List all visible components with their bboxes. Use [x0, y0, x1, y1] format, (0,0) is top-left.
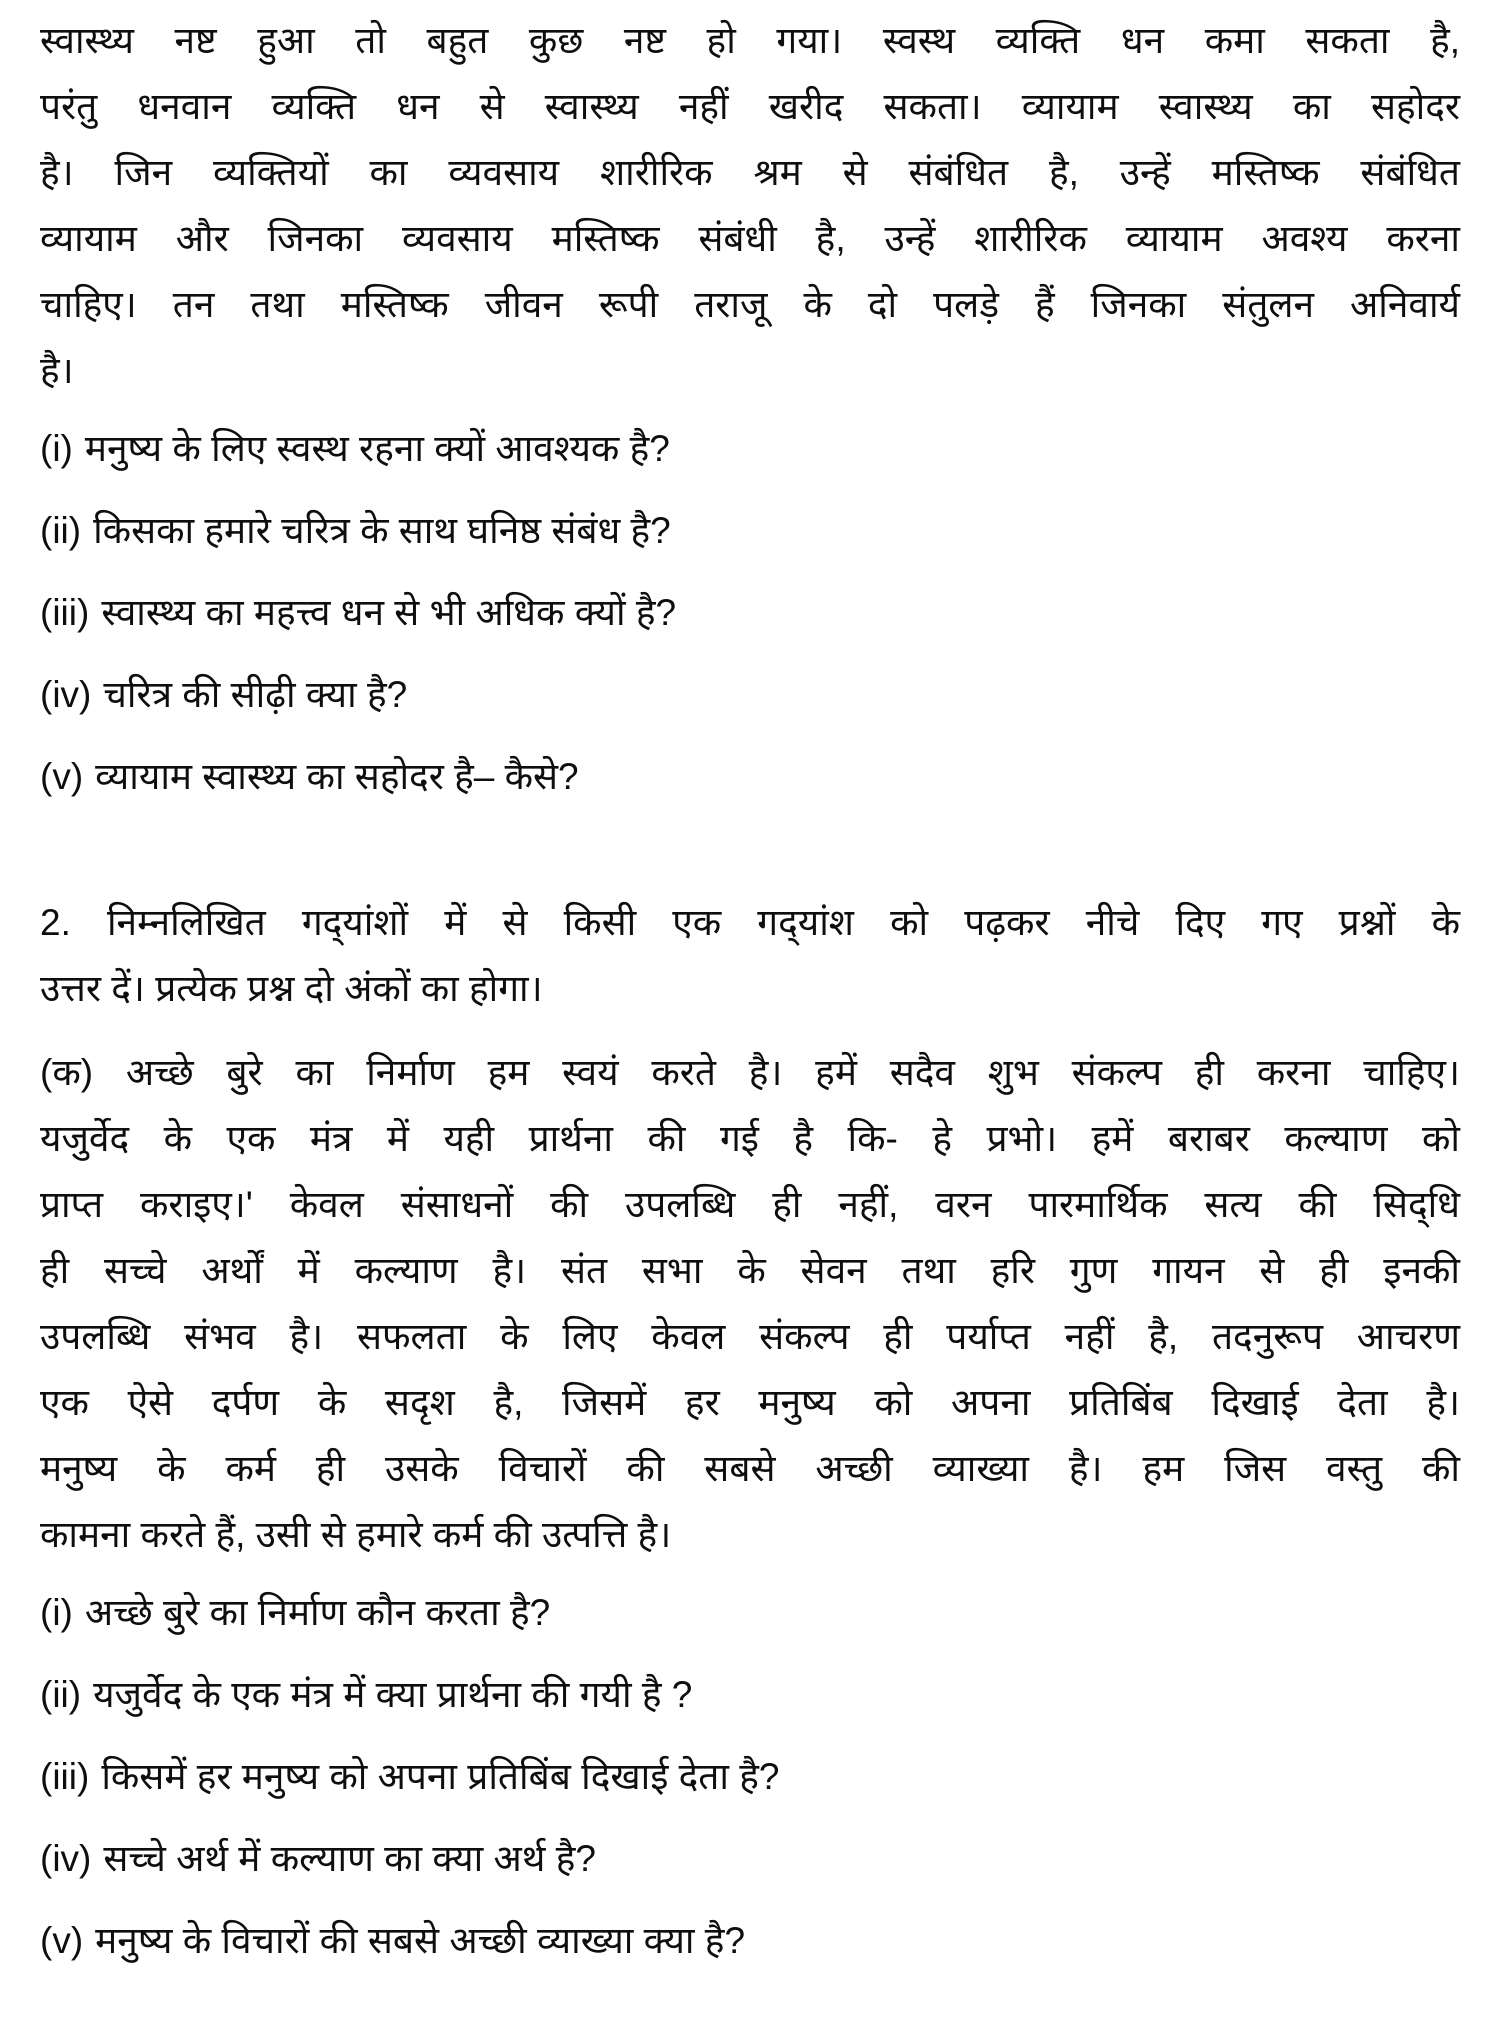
question-text: यजुर्वेद के एक मंत्र में क्या प्रार्थना की गयी है ?	[93, 1674, 693, 1715]
question-text: किसमें हर मनुष्य को अपना प्रतिबिंब दिखाई देता है?	[101, 1756, 780, 1797]
question-item	[40, 744, 1460, 810]
passage-line: (क) अच्छे बुरे का निर्माण हम स्वयं करते है। हमें सदैव शुभ संकल्प ही करना चाहिए।	[40, 1052, 1460, 1093]
question-item	[40, 1826, 1460, 1892]
question-text: सच्चे अर्थ में कल्याण का क्या अर्थ है?	[103, 1838, 596, 1879]
question-text: चरित्र की सीढ़ी क्या है?	[103, 674, 408, 715]
passage-1	[40, 8, 1460, 404]
question-number: (iii)	[40, 592, 90, 633]
passage-line: यजुर्वेद के एक मंत्र में यही प्रार्थना की गई है कि- हे प्रभो। हमें बराबर कल्याण को	[40, 1118, 1460, 1159]
question-text: मनुष्य के लिए स्वस्थ रहना क्यों आवश्यक है?	[84, 428, 670, 469]
question-number: (i)	[40, 428, 73, 469]
question-number: (i)	[40, 1592, 73, 1633]
passage-line: है। जिन व्यक्तियों का व्यवसाय शारीरिक श्रम से संबंधित है, उन्हें मस्तिष्क संबंधित	[40, 152, 1460, 193]
questions-1	[40, 416, 1460, 810]
section-2-heading	[40, 890, 1460, 1022]
passage-line: व्यायाम और जिनका व्यवसाय मस्तिष्क संबंधी है, उन्हें शारीरिक व्यायाम अवश्य करना	[40, 218, 1460, 259]
question-item	[40, 498, 1460, 564]
question-text: व्यायाम स्वास्थ्य का सहोदर है– कैसे?	[95, 756, 579, 797]
question-item	[40, 1580, 1460, 1646]
question-number: (v)	[40, 756, 84, 797]
passage-2	[40, 1040, 1460, 1568]
passage-line: कामना करते हैं, उसी से हमारे कर्म की उत्पत्ति है।	[40, 1514, 672, 1555]
question-text: किसका हमारे चरित्र के साथ घनिष्ठ संबंध है?	[93, 510, 671, 551]
passage-line: चाहिए। तन तथा मस्तिष्क जीवन रूपी तराजू के दो पलड़े हैं जिनका संतुलन अनिवार्य	[40, 284, 1460, 325]
questions-2	[40, 1580, 1460, 1974]
passage-line: है।	[40, 350, 74, 391]
question-number: (ii)	[40, 510, 82, 551]
question-item	[40, 580, 1460, 646]
question-item	[40, 662, 1460, 728]
passage-line: स्वास्थ्य नष्ट हुआ तो बहुत कुछ नष्ट हो गया। स्वस्थ व्यक्ति धन कमा सकता है,	[40, 20, 1460, 61]
passage-line: उपलब्धि संभव है। सफलता के लिए केवल संकल्प ही पर्याप्त नहीं है, तदनुरूप आचरण	[40, 1316, 1460, 1357]
question-number: (iii)	[40, 1756, 90, 1797]
passage-line: एक ऐसे दर्पण के सदृश है, जिसमें हर मनुष्य को अपना प्रतिबिंब दिखाई देता है।	[40, 1382, 1460, 1423]
passage-line: मनुष्य के कर्म ही उसके विचारों की सबसे अच्छी व्याख्या है। हम जिस वस्तु की	[40, 1448, 1460, 1489]
heading-line: उत्तर दें। प्रत्येक प्रश्न दो अंकों का होगा।	[40, 968, 543, 1009]
question-text: अच्छे बुरे का निर्माण कौन करता है?	[84, 1592, 551, 1633]
question-item	[40, 1908, 1460, 1974]
passage-line: प्राप्त कराइए।' केवल संसाधनों की उपलब्धि ही नहीं, वरन पारमार्थिक सत्य की सिद्‌धि	[40, 1184, 1460, 1225]
question-number: (v)	[40, 1920, 84, 1961]
question-text: मनुष्य के विचारों की सबसे अच्छी व्याख्या क्या है?	[95, 1920, 746, 1961]
question-number: (iv)	[40, 674, 92, 715]
passage-line: परंतु धनवान व्यक्ति धन से स्वास्थ्य नहीं खरीद सकता। व्यायाम स्वास्थ्य का सहोदर	[40, 86, 1460, 127]
question-item	[40, 1744, 1460, 1810]
question-item	[40, 416, 1460, 482]
question-number: (iv)	[40, 1838, 92, 1879]
question-number: (ii)	[40, 1674, 82, 1715]
question-text: स्वास्थ्य का महत्त्व धन से भी अधिक क्यों है?	[101, 592, 677, 633]
passage-line: ही सच्चे अर्थों में कल्याण है। संत सभा के सेवन तथा हरि गुण गायन से ही इनकी	[40, 1250, 1460, 1291]
heading-line: 2. निम्नलिखित गद्‌यांशों में से किसी एक गद्‌यांश को पढ़कर नीचे दिए गए प्रश्नों के	[40, 902, 1460, 943]
question-item	[40, 1662, 1460, 1728]
